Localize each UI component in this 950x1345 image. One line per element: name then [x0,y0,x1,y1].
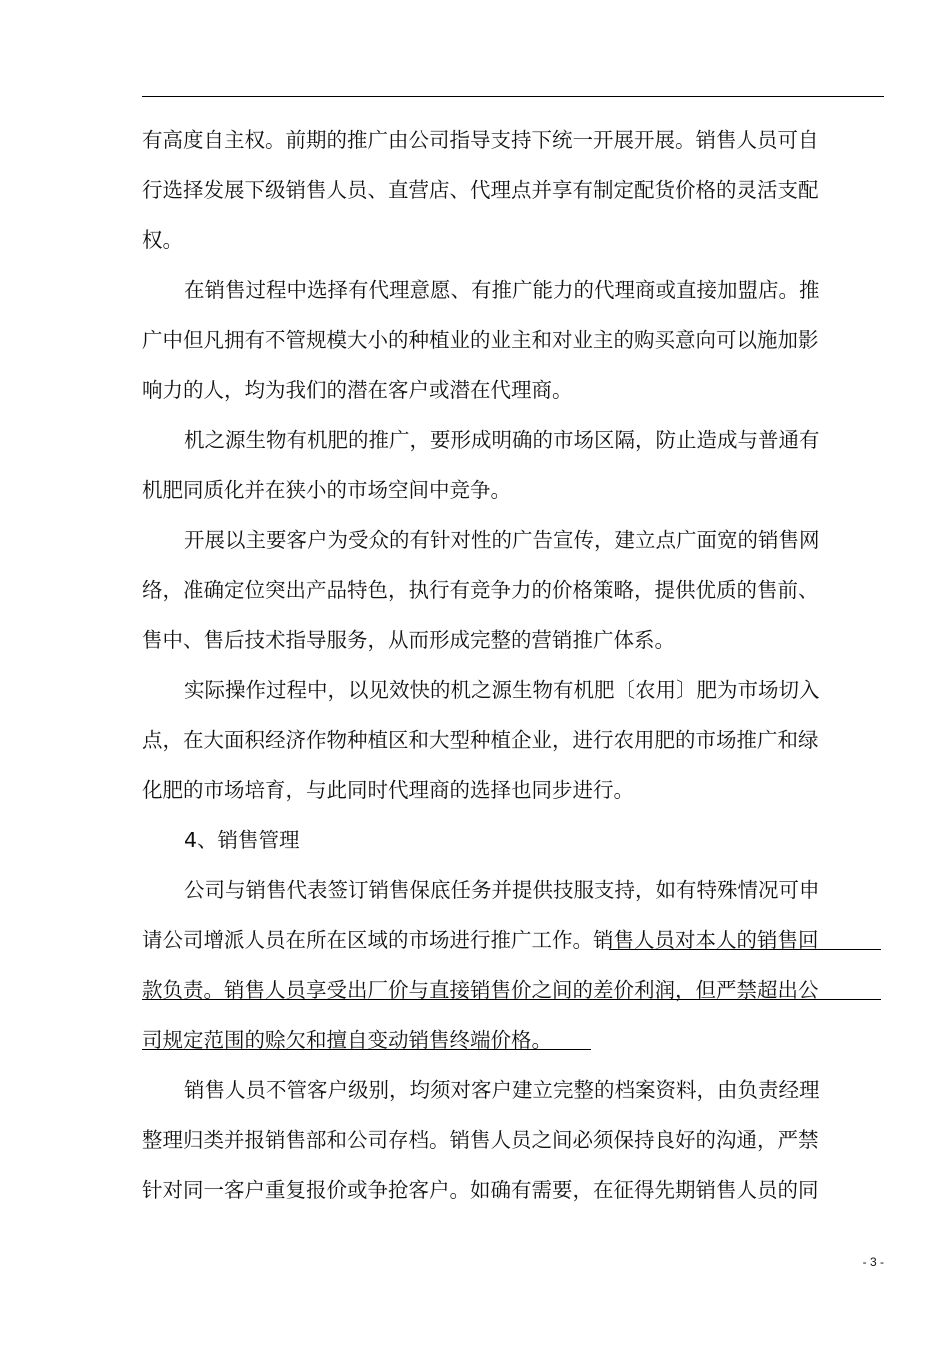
text-underline [609,949,881,950]
text-line: 司规定范围的赊欠和擅自变动销售终端价格。 [142,1028,552,1052]
text-line: 有高度自主权。前期的推广由公司指导支持下统一开展开展。销售人员可自 [142,128,819,152]
text-line: 款负责。销售人员享受出厂价与直接销售价之间的差价利润，但严禁超出公 [142,978,819,1002]
page-number: - 3 - [862,1255,884,1269]
paragraph-first-line: 在销售过程中选择有代理意愿、有推广能力的代理商或直接加盟店。推 [184,278,820,302]
paragraph-first-line: 实际操作过程中，以见效快的机之源生物有机肥〔农用〕肥为市场切入 [184,678,820,702]
paragraph-first-line: 开展以主要客户为受众的有针对性的广告宣传，建立点广面宽的销售网 [184,528,820,552]
text-line: 响力的人，均为我们的潜在客户或潜在代理商。 [142,378,573,402]
text-line: 针对同一客户重复报价或争抢客户。如确有需要，在征得先期销售人员的同 [142,1178,819,1202]
paragraph-first-line: 销售人员不管客户级别，均须对客户建立完整的档案资料，由负责经理 [184,1078,820,1102]
text-line: 整理归类并报销售部和公司存档。销售人员之间必须保持良好的沟通，严禁 [142,1128,819,1152]
text-underline [142,1049,591,1050]
section-heading: 4、销售管理 [184,828,300,852]
text-line: 行选择发展下级销售人员、直营店、代理点并享有制定配货价格的灵活支配 [142,178,819,202]
paragraph-first-line: 机之源生物有机肥的推广，要形成明确的市场区隔，防止造成与普通有 [184,428,820,452]
header-rule [142,96,884,97]
paragraph-first-line: 公司与销售代表签订销售保底任务并提供技服支持，如有特殊情况可申 [184,878,820,902]
text-line: 络，准确定位突出产品特色，执行有竞争力的价格策略，提供优质的售前、 [142,578,819,602]
text-line: 点，在大面积经济作物种植区和大型种植企业，进行农用肥的市场推广和绿 [142,728,819,752]
text-underline [142,999,881,1000]
text-line: 化肥的市场培育，与此同时代理商的选择也同步进行。 [142,778,634,802]
text-line: 广中但凡拥有不管规模大小的种植业的业主和对业主的购买意向可以施加影 [142,328,819,352]
text-line: 售中、售后技术指导服务，从而形成完整的营销推广体系。 [142,628,675,652]
text-line: 权。 [142,228,183,252]
text-line: 机肥同质化并在狭小的市场空间中竞争。 [142,478,511,502]
text-line: 请公司增派人员在所在区域的市场进行推广工作。销售人员对本人的销售回 [142,928,819,952]
